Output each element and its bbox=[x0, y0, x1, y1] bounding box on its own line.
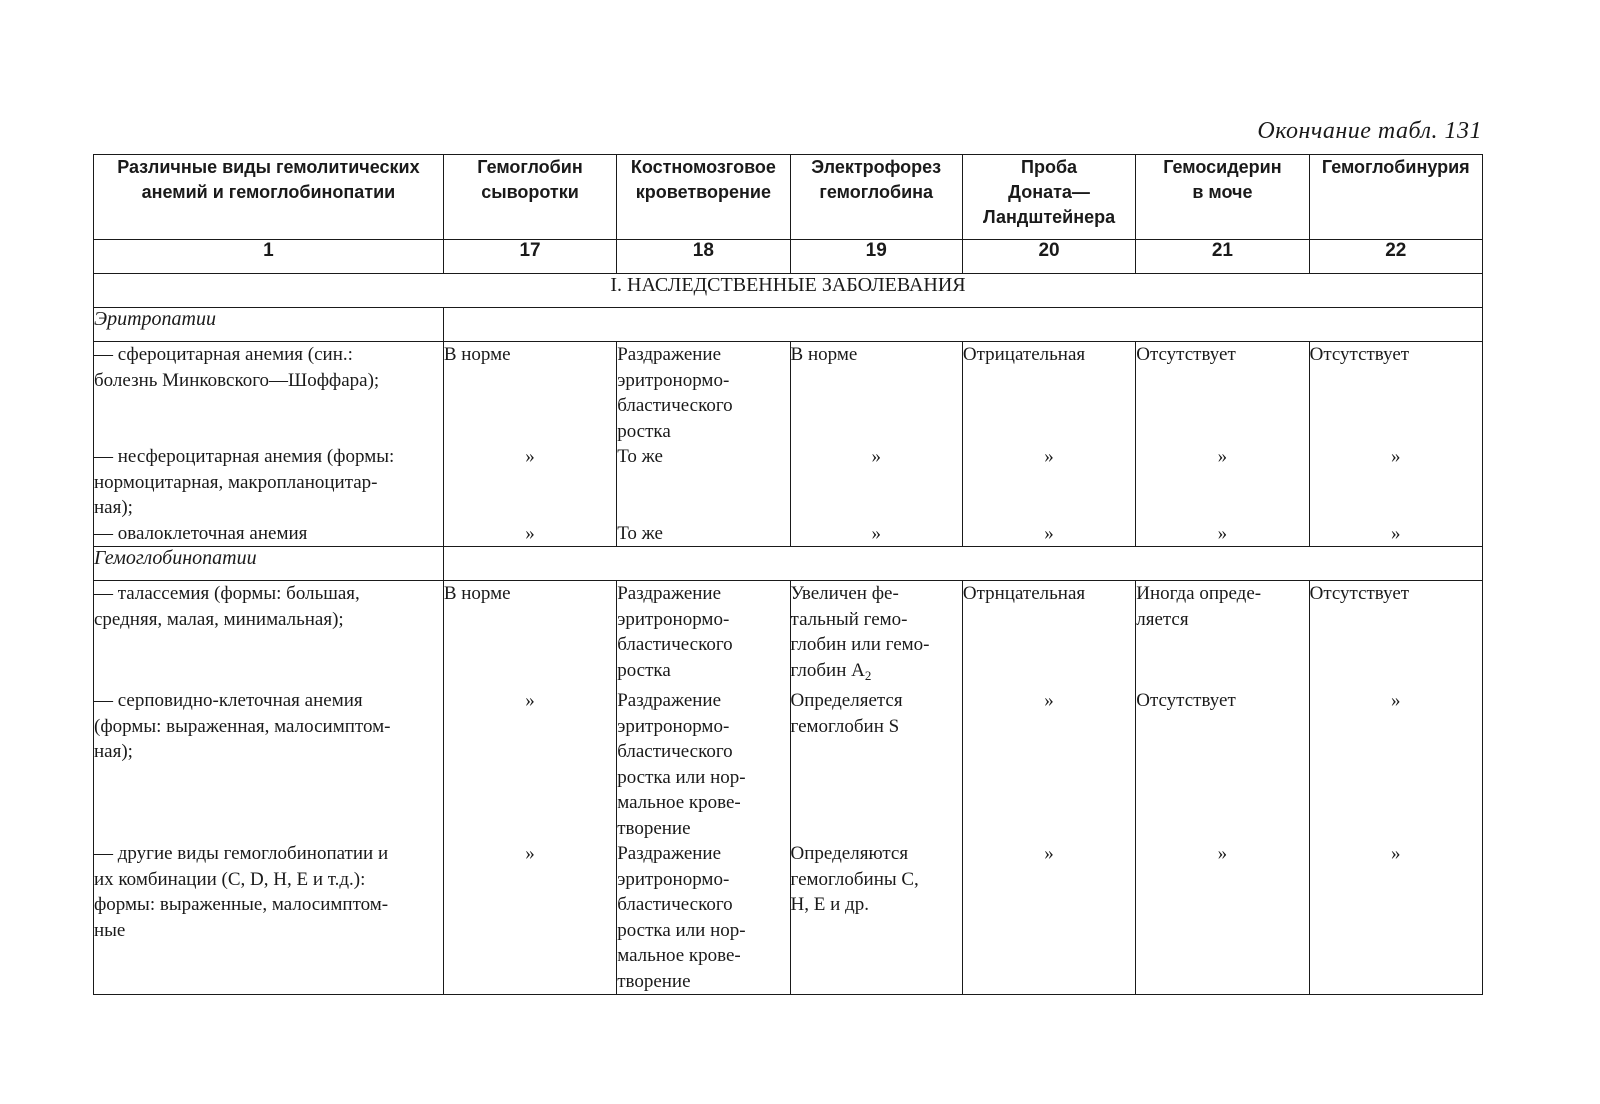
header-row bbox=[94, 155, 1483, 240]
column-number: 17 bbox=[443, 240, 616, 274]
cell-donath-landsteiner: » bbox=[962, 444, 1135, 521]
column-number: 1 bbox=[94, 240, 444, 274]
cell-hemoglobinuria: » bbox=[1309, 841, 1482, 995]
group-row bbox=[94, 308, 1483, 342]
column-number: 21 bbox=[1136, 240, 1309, 274]
cell-bone-marrow: Раздражение эритронормо- бластического ростка bbox=[617, 581, 790, 689]
group-title: Гемоглобинопатии bbox=[94, 547, 444, 581]
cell-hemoglobinuria: » bbox=[1309, 688, 1482, 841]
cell-electrophoresis: Определяются гемоглобины C, H, E и др. bbox=[790, 841, 962, 995]
group-title: Эритропатии bbox=[94, 308, 444, 342]
cell-donath-landsteiner: » bbox=[962, 688, 1135, 841]
disease-name: — несфероцитарная анемия (формы: нормоцитарная, макропланоцитар- ная); bbox=[94, 444, 444, 521]
header-col-1: Различные виды гемолитических анемий и гемоглобинопатии bbox=[94, 155, 444, 240]
data-table bbox=[93, 154, 1483, 995]
section-row bbox=[94, 274, 1483, 308]
cell-bone-marrow: То же bbox=[617, 444, 790, 521]
cell-bone-marrow: То же bbox=[617, 521, 790, 547]
subscript: 2 bbox=[864, 667, 872, 683]
column-number: 22 bbox=[1309, 240, 1482, 274]
table-row bbox=[94, 521, 1483, 547]
cell-serum-hemoglobin: » bbox=[443, 444, 616, 521]
cell-hemosiderin: » bbox=[1136, 444, 1309, 521]
header-col-17: Гемоглобин сыворотки bbox=[443, 155, 616, 240]
cell-hemoglobinuria: Отсутствует bbox=[1309, 581, 1482, 689]
cell-electrophoresis bbox=[790, 581, 962, 689]
cell-serum-hemoglobin: » bbox=[443, 688, 616, 841]
cell-hemosiderin: » bbox=[1136, 841, 1309, 995]
header-col-18: Костномозговое кроветворение bbox=[617, 155, 790, 240]
cell-electrophoresis: » bbox=[790, 444, 962, 521]
section-title: I. НАСЛЕДСТВЕННЫЕ ЗАБОЛЕВАНИЯ bbox=[94, 274, 1483, 308]
cell-hemosiderin: » bbox=[1136, 521, 1309, 547]
header-col-19: Электрофорез гемоглобина bbox=[790, 155, 962, 240]
cell-serum-hemoglobin: В норме bbox=[443, 581, 616, 689]
column-number: 19 bbox=[790, 240, 962, 274]
cell-donath-landsteiner: » bbox=[962, 841, 1135, 995]
cell-hemosiderin: Отсутствует bbox=[1136, 688, 1309, 841]
disease-name: — овалоклеточная анемия bbox=[94, 521, 444, 547]
table-row bbox=[94, 342, 1483, 445]
cell-hemoglobinuria: Отсутствует bbox=[1309, 342, 1482, 445]
disease-name: — другие виды гемоглобинопатии и их комбинации (C, D, H, E и т.д.): формы: выраженные, малосимптом- ные bbox=[94, 841, 444, 995]
cell-hemoglobinuria: » bbox=[1309, 444, 1482, 521]
cell-serum-hemoglobin: В норме bbox=[443, 342, 616, 445]
cell-hemosiderin: Иногда опреде- ляется bbox=[1136, 581, 1309, 689]
group-row bbox=[94, 547, 1483, 581]
header-col-22: Гемоглобинурия bbox=[1309, 155, 1482, 240]
cell-bone-marrow: Раздражение эритронормо- бластического ростка или нор- мальное крове- творение bbox=[617, 841, 790, 995]
column-number: 18 bbox=[617, 240, 790, 274]
table-row bbox=[94, 581, 1483, 689]
table-row bbox=[94, 841, 1483, 995]
cell-electrophoresis: » bbox=[790, 521, 962, 547]
cell-hemoglobinuria: » bbox=[1309, 521, 1482, 547]
cell-donath-landsteiner: Отрнцательная bbox=[962, 581, 1135, 689]
disease-name: — серповидно-клеточная анемия (формы: выраженная, малосимптом- ная); bbox=[94, 688, 444, 841]
group-blank bbox=[443, 308, 1482, 342]
group-blank bbox=[443, 547, 1482, 581]
disease-name: — сфероцитарная анемия (син.: болезнь Минковского—Шоффара); bbox=[94, 342, 444, 445]
cell-donath-landsteiner: » bbox=[962, 521, 1135, 547]
electrophoresis-text: Увеличен фе- тальный гемо- глобин или гемо- глобин A bbox=[790, 583, 930, 681]
column-number: 20 bbox=[962, 240, 1135, 274]
table-row bbox=[94, 444, 1483, 521]
header-col-20: Проба Доната— Ландштейнера bbox=[962, 155, 1135, 240]
cell-serum-hemoglobin: » bbox=[443, 521, 616, 547]
table-caption: Окончание табл. 131 bbox=[1257, 118, 1482, 144]
cell-serum-hemoglobin: » bbox=[443, 841, 616, 995]
cell-hemosiderin: Отсутствует bbox=[1136, 342, 1309, 445]
disease-name: — талассемия (формы: большая, средняя, малая, минимальная); bbox=[94, 581, 444, 689]
header-col-21: Гемосидерин в моче bbox=[1136, 155, 1309, 240]
column-number-row bbox=[94, 240, 1483, 274]
cell-bone-marrow: Раздражение эритронормо- бластического ростка или нор- мальное крове- творение bbox=[617, 688, 790, 841]
cell-bone-marrow: Раздражение эритронормо- бластического ростка bbox=[617, 342, 790, 445]
cell-electrophoresis: Определяется гемоглобин S bbox=[790, 688, 962, 841]
cell-donath-landsteiner: Отрицательная bbox=[962, 342, 1135, 445]
table-row bbox=[94, 688, 1483, 841]
cell-electrophoresis: В норме bbox=[790, 342, 962, 445]
